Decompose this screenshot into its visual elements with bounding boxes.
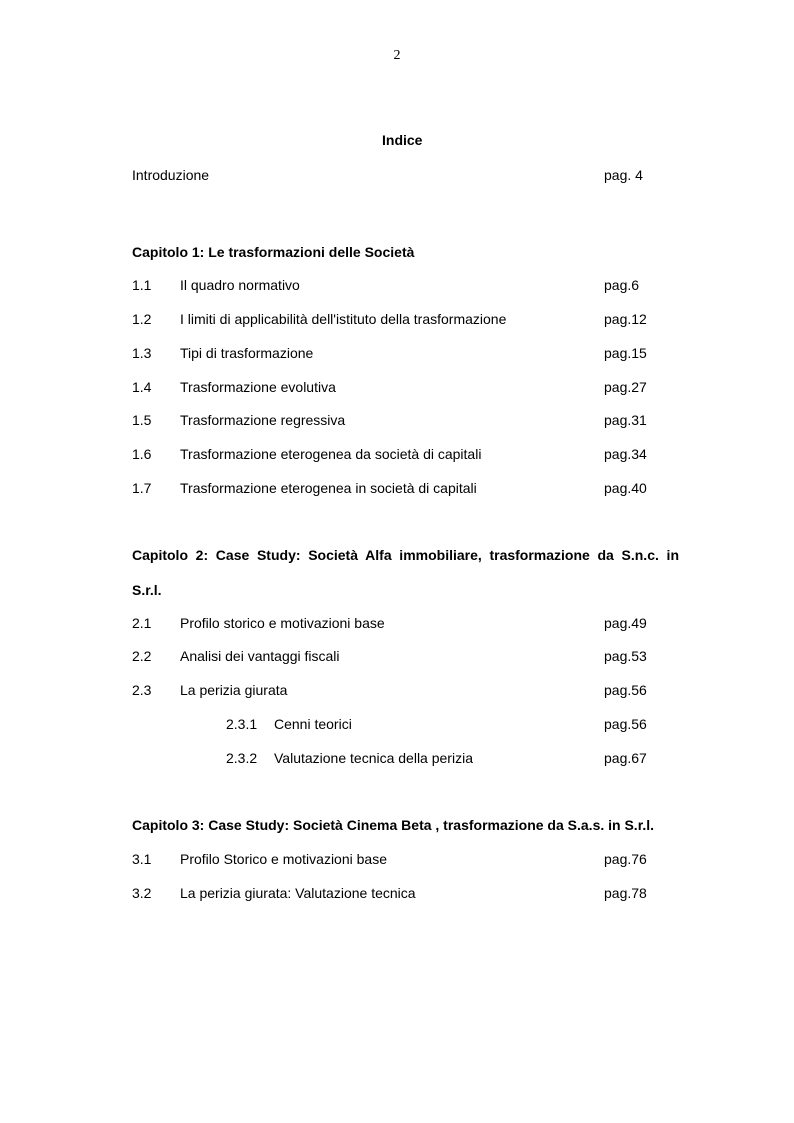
toc-entry-page: pag.31: [604, 412, 647, 428]
toc-entry-number: 2.3.2: [226, 750, 258, 766]
toc-entry-title: La perizia giurata: Valutazione tecnica: [180, 885, 416, 901]
toc-entry-title: Il quadro normativo: [180, 277, 300, 293]
toc-entry-title: Trasformazione eterogenea da società di capitali: [180, 446, 482, 462]
toc-entry-page: pag.27: [604, 379, 647, 395]
toc-entry: [0, 883, 794, 903]
toc-entry-title: Trasformazione eterogenea in società di capitali: [180, 480, 477, 496]
chapter-3-heading: Capitolo 3: Case Study: Società Cinema Beta , trasformazione da S.a.s. in S.r.l.: [132, 817, 655, 833]
toc-entry-number: 3.1: [132, 851, 152, 867]
toc-entry-title: I limiti di applicabilità dell'istituto della trasformazione: [180, 311, 507, 327]
toc-entry-title: Profilo storico e motivazioni base: [180, 615, 385, 631]
toc-entry-page: pag.34: [604, 446, 647, 462]
toc-entry-number: 2.2: [132, 648, 152, 664]
toc-entry: [0, 680, 794, 700]
toc-entry-title: Trasformazione regressiva: [180, 412, 346, 428]
toc-entry: [0, 613, 794, 633]
toc-entry-number: 1.5: [132, 412, 152, 428]
toc-entry: [0, 343, 794, 363]
toc-entry-number: 1.4: [132, 379, 152, 395]
index-title: Indice: [382, 132, 423, 148]
toc-entry-page: pag.12: [604, 311, 647, 327]
toc-entry-title: Analisi dei vantaggi fiscali: [180, 648, 340, 664]
toc-entry-title: Tipi di trasformazione: [180, 345, 314, 361]
toc-entry-page: pag.15: [604, 345, 647, 361]
toc-entry-title: Profilo Storico e motivazioni base: [180, 851, 387, 867]
toc-entry-page: pag.6: [604, 277, 640, 293]
toc-entry-page: pag.40: [604, 480, 647, 496]
toc-entry-number: 1.3: [132, 345, 152, 361]
toc-entry-title: Cenni teorici: [274, 716, 352, 732]
toc-entry: [0, 646, 794, 666]
toc-entry-introduction: [0, 165, 794, 185]
toc-entry-page: pag.78: [604, 885, 647, 901]
toc-entry: [0, 849, 794, 869]
chapter-1-heading: Capitolo 1: Le trasformazioni delle Società: [132, 244, 415, 260]
toc-entry: [0, 377, 794, 397]
toc-entry-number: 2.3.1: [226, 716, 258, 732]
chapter-2-heading-continued: S.r.l.: [132, 582, 162, 598]
toc-entry-number: 1.1: [132, 277, 152, 293]
toc-entry-title: Trasformazione evolutiva: [180, 379, 336, 395]
toc-entry-page: pag. 4: [604, 167, 643, 183]
toc-entry-page: pag.49: [604, 615, 647, 631]
toc-entry-number: 3.2: [132, 885, 152, 901]
toc-entry-title: La perizia giurata: [180, 682, 288, 698]
toc-entry-page: pag.56: [604, 682, 647, 698]
toc-subentry: [0, 714, 794, 734]
toc-entry-page: pag.76: [604, 851, 647, 867]
page-number: 2: [393, 48, 401, 63]
toc-entry-number: 2.1: [132, 615, 152, 631]
toc-entry-number: 1.6: [132, 446, 152, 462]
toc-entry: [0, 478, 794, 498]
toc-entry-page: pag.53: [604, 648, 647, 664]
toc-entry: [0, 275, 794, 295]
toc-entry-number: 1.2: [132, 311, 152, 327]
toc-entry: [0, 444, 794, 464]
toc-entry-number: 1.7: [132, 480, 152, 496]
chapter-2-heading: Capitolo 2: Case Study: Società Alfa immobiliare, trasformazione da S.n.c. in: [132, 547, 679, 563]
toc-subentry: [0, 748, 794, 768]
toc-entry: [0, 309, 794, 329]
toc-entry-page: pag.67: [604, 750, 647, 766]
toc-entry: [0, 410, 794, 430]
toc-entry-number: 2.3: [132, 682, 152, 698]
toc-entry-title: Valutazione tecnica della perizia: [274, 750, 473, 766]
toc-entry-page: pag.56: [604, 716, 647, 732]
toc-entry-title: Introduzione: [132, 167, 210, 183]
